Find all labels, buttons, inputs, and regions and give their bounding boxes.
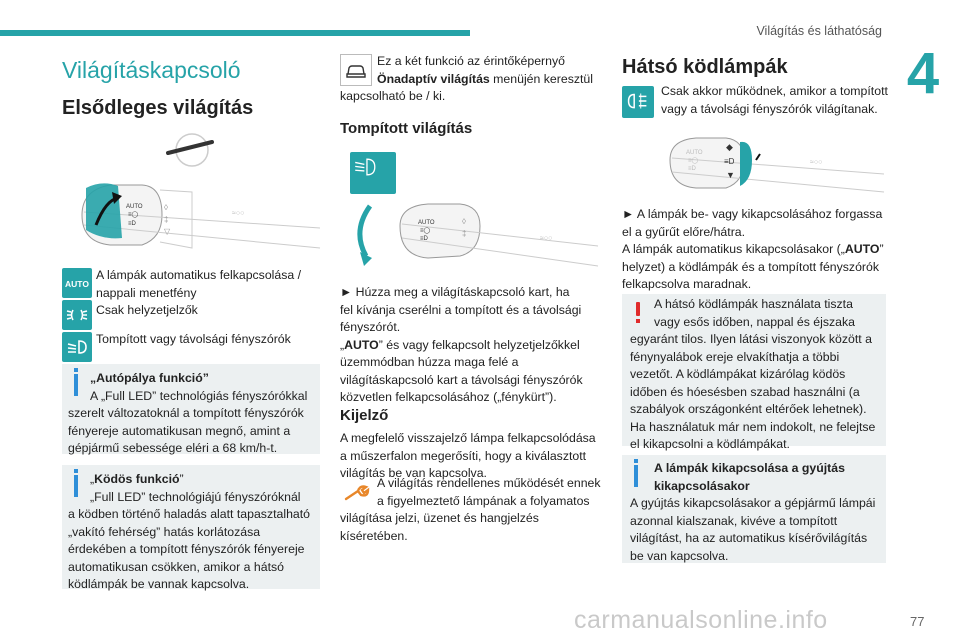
svg-text:≡◯: ≡◯ [688,158,699,164]
svg-text:≡◯: ≡◯ [420,228,431,234]
info-box-title: „Autópálya funkció” [90,371,209,385]
car-icon [340,54,372,86]
svg-text:≈○○: ≈○○ [540,235,553,242]
parking-lights-icon [62,300,92,330]
info-box-lights-off-ignition: A lámpák kikapcsolása a gyújtás kikapcsolásakor A gyújtás kikapcsolásakor a gépjármű lámpái azonnal kialszanak, kivéve a tompított világítást, ha az automatikus kísérővilágítás be van kapcsolva. [622,455,886,563]
section-title-primary-lighting: Elsődleges világítás [62,97,254,119]
svg-text:≈○○: ≈○○ [810,159,823,166]
chapter-number: 4 [906,41,940,106]
section-title-low-beam: Tompított világítás [340,120,473,137]
section-title-rear-fog: Hátsó ködlámpák [622,56,788,78]
legend-auto: A lámpák automatikus felkapcsolása / nappali menetfény Csak helyzetjelzők [96,268,302,317]
page-title: Világításkapcsoló [62,57,241,83]
warning-icon [636,302,640,316]
low-beam-icon [350,152,396,194]
info-box-fog-function: „Ködös funkció” „Full LED” technológiájú fényszóróknál a ködben történő haladás alatt tapasztalható „vakító fehérség” hatás korlátozása érdekében a tompított fényszórók fényereje automatikusan csökken, amikor a hátsó ködlámpák be vannak kapcsolva. [62,465,320,589]
svg-text:◊: ◊ [164,203,168,212]
svg-text:▼: ▼ [726,170,735,180]
warning-box-rear-fog: A hátsó ködlámpák használata tiszta vagy esős időben, nappal és éjszaka egyaránt tilos. Ilyen látási viszonyok között a fénynyalábok ereje elvakíthatja a többi vezetőt. A ködlámpákat kizárólag ködös időben és hóesésben szabad használni (a szabályok országonként eltérőek lehetnek). Ha használatuk már nem indokolt, ne felejtse el kikapcsolni a ködlámpákat. [622,294,886,446]
auto-icon [62,268,92,298]
svg-text:‡: ‡ [164,215,169,224]
watermark: carmanualsonline.info [574,606,828,634]
info-box-title: A lámpák kikapcsolása a gyújtás [654,461,845,475]
rear-fog-stalk-illustration [640,130,886,196]
svg-text:‡: ‡ [462,229,467,238]
svg-text:≡◯: ≡◯ [128,212,139,218]
svg-text:◆: ◆ [726,142,733,152]
svg-text:AUTO: AUTO [686,150,703,156]
header-accent-bar [0,30,470,36]
rear-fog-icon [622,86,654,118]
svg-text:▽: ▽ [164,227,171,236]
svg-text:AUTO: AUTO [126,204,143,210]
svg-text:◊: ◊ [462,217,466,226]
info-icon [634,459,638,463]
info-box-highway-function: „Autópálya funkció” A „Full LED” technológiás fényszórókkal szerelt változatoknál a tompított fényszórók fényereje automatikusan megnő, amint a gépjármű sebessége eléri a 68 km/h-t. [62,364,320,454]
light-switch-stalk-illustration [62,130,324,265]
svg-text:≡D: ≡D [420,236,428,242]
headlights-icon [62,332,92,362]
section-title-display: Kijelző [340,407,389,424]
info-box-title: „Ködös funkció” [90,472,184,486]
svg-text:≈○○: ≈○○ [232,210,245,217]
info-icon [74,469,78,473]
info-icon [74,368,78,372]
page-number: 77 [910,614,925,629]
legend-headlights: Tompított vagy távolsági fényszórók [96,332,291,346]
low-beam-stalk-illustration [340,196,602,276]
svg-text:≡D: ≡D [724,157,735,166]
svg-text:AUTO: AUTO [418,220,435,226]
svg-text:AUTO: AUTO [65,279,89,289]
svg-text:≡D: ≡D [128,221,136,227]
svg-text:≡D: ≡D [688,166,696,172]
chapter-title: Világítás és láthatóság [756,24,882,38]
wrench-warning-icon [342,482,372,504]
